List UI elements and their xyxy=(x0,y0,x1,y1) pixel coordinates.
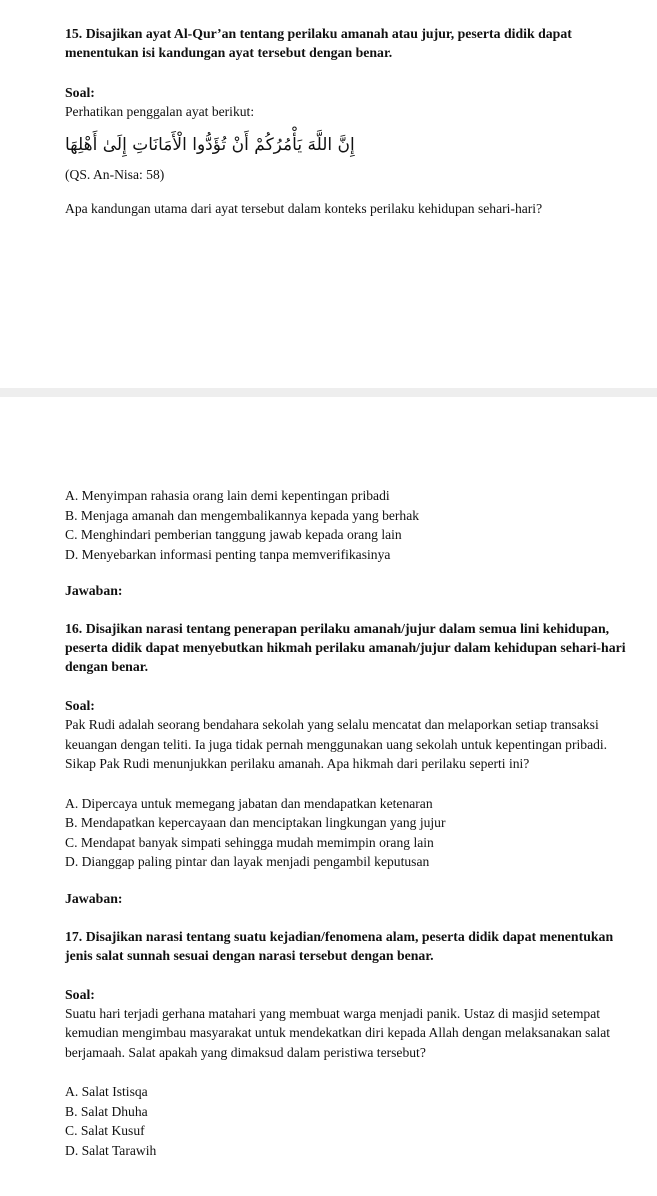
option-c: C. Salat Kusuf xyxy=(65,1123,145,1138)
question-17-narrative: Suatu hari terjadi gerhana matahari yang membuat warga menjadi panik. Ustaz di masjid setempat kemudian mengimbau masyarakat untuk mendekatkan diri kepada Allah dengan melaksanakan salat berjamaah. Salat apakah yang dimaksud dalam peristiwa tersebut? xyxy=(65,1005,611,1060)
option-d: D. Menyebarkan informasi penting tanpa memverifikasinya xyxy=(65,546,391,562)
option-b: B. Menjaga amanah dan mengembalikannya kepada yang berhak xyxy=(65,507,420,523)
verse-reference: (QS. An-Nisa: 58) xyxy=(65,166,165,182)
quran-verse-arabic: إِنَّ اللَّهَ يَأْمُرُكُمْ أَنْ تُؤَدُّوا الْأَمَانَاتِ إِلَىٰ أَهْلِهَا xyxy=(65,134,355,155)
question-15-heading: 15. Disajikan ayat Al-Qur’an tentang perilaku amanah atau jujur, peserta didik dapat menentukan isi kandungan ayat tersebut dengan benar. xyxy=(65,26,572,60)
option-a: A. Menyimpan rahasia orang lain demi kepentingan pribadi xyxy=(65,488,390,503)
option-b: B. Salat Dhuha xyxy=(65,1103,148,1119)
question-15 xyxy=(65,24,635,219)
question-16-heading: 16. Disajikan narasi tentang penerapan perilaku amanah/jujur dalam semua lini kehidupan, peserta didik dapat menyebutkan hikmah perilaku amanah/jujur dalam kehidupan sehari-hari dengan benar. xyxy=(65,621,626,674)
option-d: D. Salat Tarawih xyxy=(65,1142,157,1158)
question-17-heading: 17. Disajikan narasi tentang suatu kejadian/fenomena alam, peserta didik dapat menentukan jenis salat sunnah sesuai dengan narasi tersebut dengan benar. xyxy=(65,928,614,963)
question-16-soal-label: Soal: xyxy=(65,698,95,713)
question-15-jawaban-label: Jawaban: xyxy=(65,583,123,598)
section-divider xyxy=(0,388,657,397)
question-17-soal-label: Soal: xyxy=(65,986,95,1002)
question-15-soal-label: Soal: xyxy=(65,85,95,100)
question-16-options xyxy=(65,794,635,872)
option-b: B. Mendapatkan kepercayaan dan menciptakan lingkungan yang jujur xyxy=(65,815,446,830)
question-15-continued xyxy=(65,486,635,1160)
question-16-narrative: Pak Rudi adalah seorang bendahara sekolah yang selalu mencatat dan melaporkan setiap transaksi keuangan dengan teliti. Ia juga tidak pernah menggunakan uang sekolah untuk kepentingan pribadi. Sikap Pak Rudi menunjukkan perilaku amanah. Apa hikmah dari perilaku seperti ini? xyxy=(65,717,608,771)
question-15-text: Apa kandungan utama dari ayat tersebut dalam konteks perilaku kehidupan sehari-hari? xyxy=(65,201,543,216)
option-c: C. Mendapat banyak simpati sehingga mudah memimpin orang lain xyxy=(65,834,434,850)
question-17 xyxy=(65,927,635,1161)
option-c: C. Menghindari pemberian tanggung jawab kepada orang lain xyxy=(65,527,402,542)
question-17-options xyxy=(65,1082,635,1160)
question-16 xyxy=(65,619,635,908)
option-a: A. Dipercaya untuk memegang jabatan dan mendapatkan ketenaran xyxy=(65,795,433,811)
question-16-jawaban-label: Jawaban: xyxy=(65,890,123,906)
question-15-options xyxy=(65,486,635,564)
option-a: A. Salat Istisqa xyxy=(65,1084,148,1099)
option-d: D. Dianggap paling pintar dan layak menjadi pengambil keputusan xyxy=(65,854,430,869)
question-15-intro: Perhatikan penggalan ayat berikut: xyxy=(65,104,255,119)
